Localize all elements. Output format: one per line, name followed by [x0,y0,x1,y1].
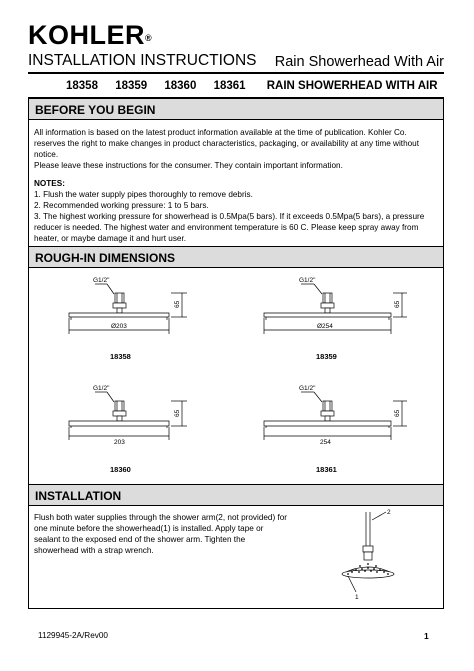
brand-logo [28,22,152,49]
model-label-18361: 18361 [316,465,337,474]
info-line: All information is based on the latest product information available at the time of publication. Kohler Co. [34,128,407,137]
installation-illustration [314,508,424,603]
info-line: reserves the right to make changes in product characteristics, packaging, or availability at any time without [34,139,420,148]
installation-text [34,512,314,556]
header-rule [28,72,444,74]
installation-line: sealant to the exposed end of the shower arm. Tighten the [34,535,246,544]
width-label: 203 [114,439,125,446]
thread-label: G1/2" [299,385,316,392]
height-label: 65 [174,409,181,417]
width-label: Ø254 [317,323,333,330]
height-label: 65 [394,300,401,308]
installation-line: one minute before the showerhead(1) is installed. Apply tape or [34,524,264,533]
installation-heading: INSTALLATION [29,484,443,506]
consumer-note: Please leave these instructions for the consumer. They contain important information. [34,161,343,170]
model-label-18359: 18359 [316,352,337,361]
document-type: INSTALLATION INSTRUCTIONS [28,52,257,69]
brand-name: KOHLER [28,20,145,50]
info-line: notice. [34,150,59,159]
diagram-18360 [69,392,187,440]
model-title: RAIN SHOWERHEAD WITH AIR [266,80,438,92]
page-number: 1 [424,631,429,641]
registered-mark: ® [145,33,153,43]
model-number: 18361 [213,80,246,92]
note-item: reducer is needed. The highest water and environment temperature is 60 C. Please keep spray away from [34,223,419,232]
installation-line: showerhead with a strap wrench. [34,546,154,555]
thread-label: G1/2" [93,385,110,392]
model-line [66,80,452,92]
callout-shower-arm: 2 [387,509,391,516]
content-frame [28,97,444,609]
note-item: heater, or maybe damage it and hurt user. [34,234,187,243]
model-label-18360: 18360 [110,465,131,474]
installation-line: Flush both water supplies through the shower arm(2, not provided) for [34,513,288,522]
before-you-begin-text [34,127,439,244]
diagram-18358 [69,284,187,334]
model-number: 18359 [115,80,148,92]
document-number: 1129945-2A/Rev00 [38,631,108,640]
rough-in-heading: ROUGH-IN DIMENSIONS [29,246,443,268]
product-name: Rain Showerhead With Air [274,54,444,70]
notes-heading: NOTES: [34,179,65,188]
height-label: 65 [174,300,181,308]
diagram-18359 [264,284,407,334]
note-item: 2. Recommended working pressure: 1 to 5 bars. [34,201,209,210]
note-item: 1. Flush the water supply pipes thoroughly to remove debris. [34,190,253,199]
thread-label: G1/2" [93,277,110,284]
model-number: 18360 [164,80,197,92]
height-label: 65 [394,409,401,417]
thread-label: G1/2" [299,277,316,284]
note-item: 3. The highest working pressure for showerhead is 0.5Mpa(5 bars). If it exceeds 0.5Mpa(5 bars), a pressure [34,212,425,221]
callout-showerhead: 1 [355,594,359,601]
width-label: Ø203 [111,323,127,330]
before-you-begin-heading: BEFORE YOU BEGIN [29,98,443,120]
rough-in-diagrams [29,268,443,480]
width-label: 254 [320,439,331,446]
model-number: 18358 [66,80,98,92]
model-label-18358: 18358 [110,352,131,361]
diagram-18361 [264,392,407,440]
